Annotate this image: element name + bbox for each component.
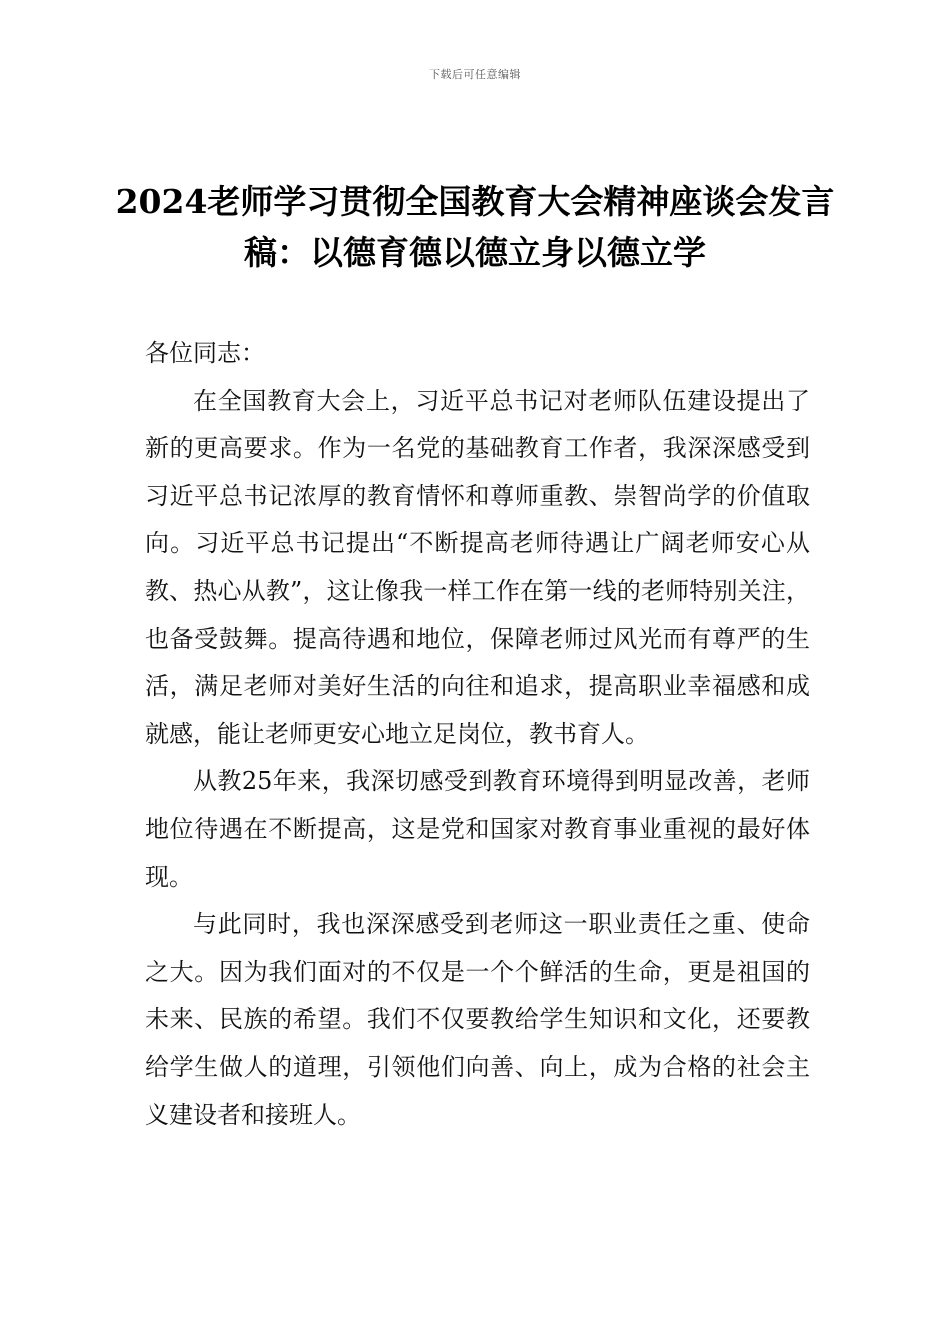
document-body (145, 330, 810, 1139)
paragraph-1: 在全国教育大会上，习近平总书记对老师队伍建设提出了新的更高要求。作为一名党的基础教育工作者，我深深感受到习近平总书记浓厚的教育情怀和尊师重教、崇智尚学的价值取向。习近平总书记提出“不断提高老师待遇让广阔老师安心从教、热心从教”，这让像我一样工作在第一线的老师特别关注，也备受鼓舞。提高待遇和地位，保障老师过风光而有尊严的生活，满足老师对美好生活的向往和追求，提高职业幸福感和成就感，能让老师更安心地立足岗位，教书育人。 (145, 386, 810, 748)
header-note: 下载后可任意编辑 (429, 68, 521, 81)
salutation: 各位同志： (145, 339, 265, 367)
document-title: 2024老师学习贯彻全国教育大会精神座谈会发言稿：以德育德以德立身以德立学 (115, 182, 835, 272)
paragraph-2: 从教25年来，我深切感受到教育环境得到明显改善，老师地位待遇在不断提高，这是党和国家对教育事业重视的最好体现。 (145, 767, 810, 891)
paragraph-3: 与此同时，我也深深感受到老师这一职业责任之重、使命之大。因为我们面对的不仅是一个个鲜活的生命，更是祖国的未来、民族的希望。我们不仅要教给学生知识和文化，还要教给学生做人的道理，引领他们向善、向上，成为合格的社会主义建设者和接班人。 (145, 910, 810, 1129)
